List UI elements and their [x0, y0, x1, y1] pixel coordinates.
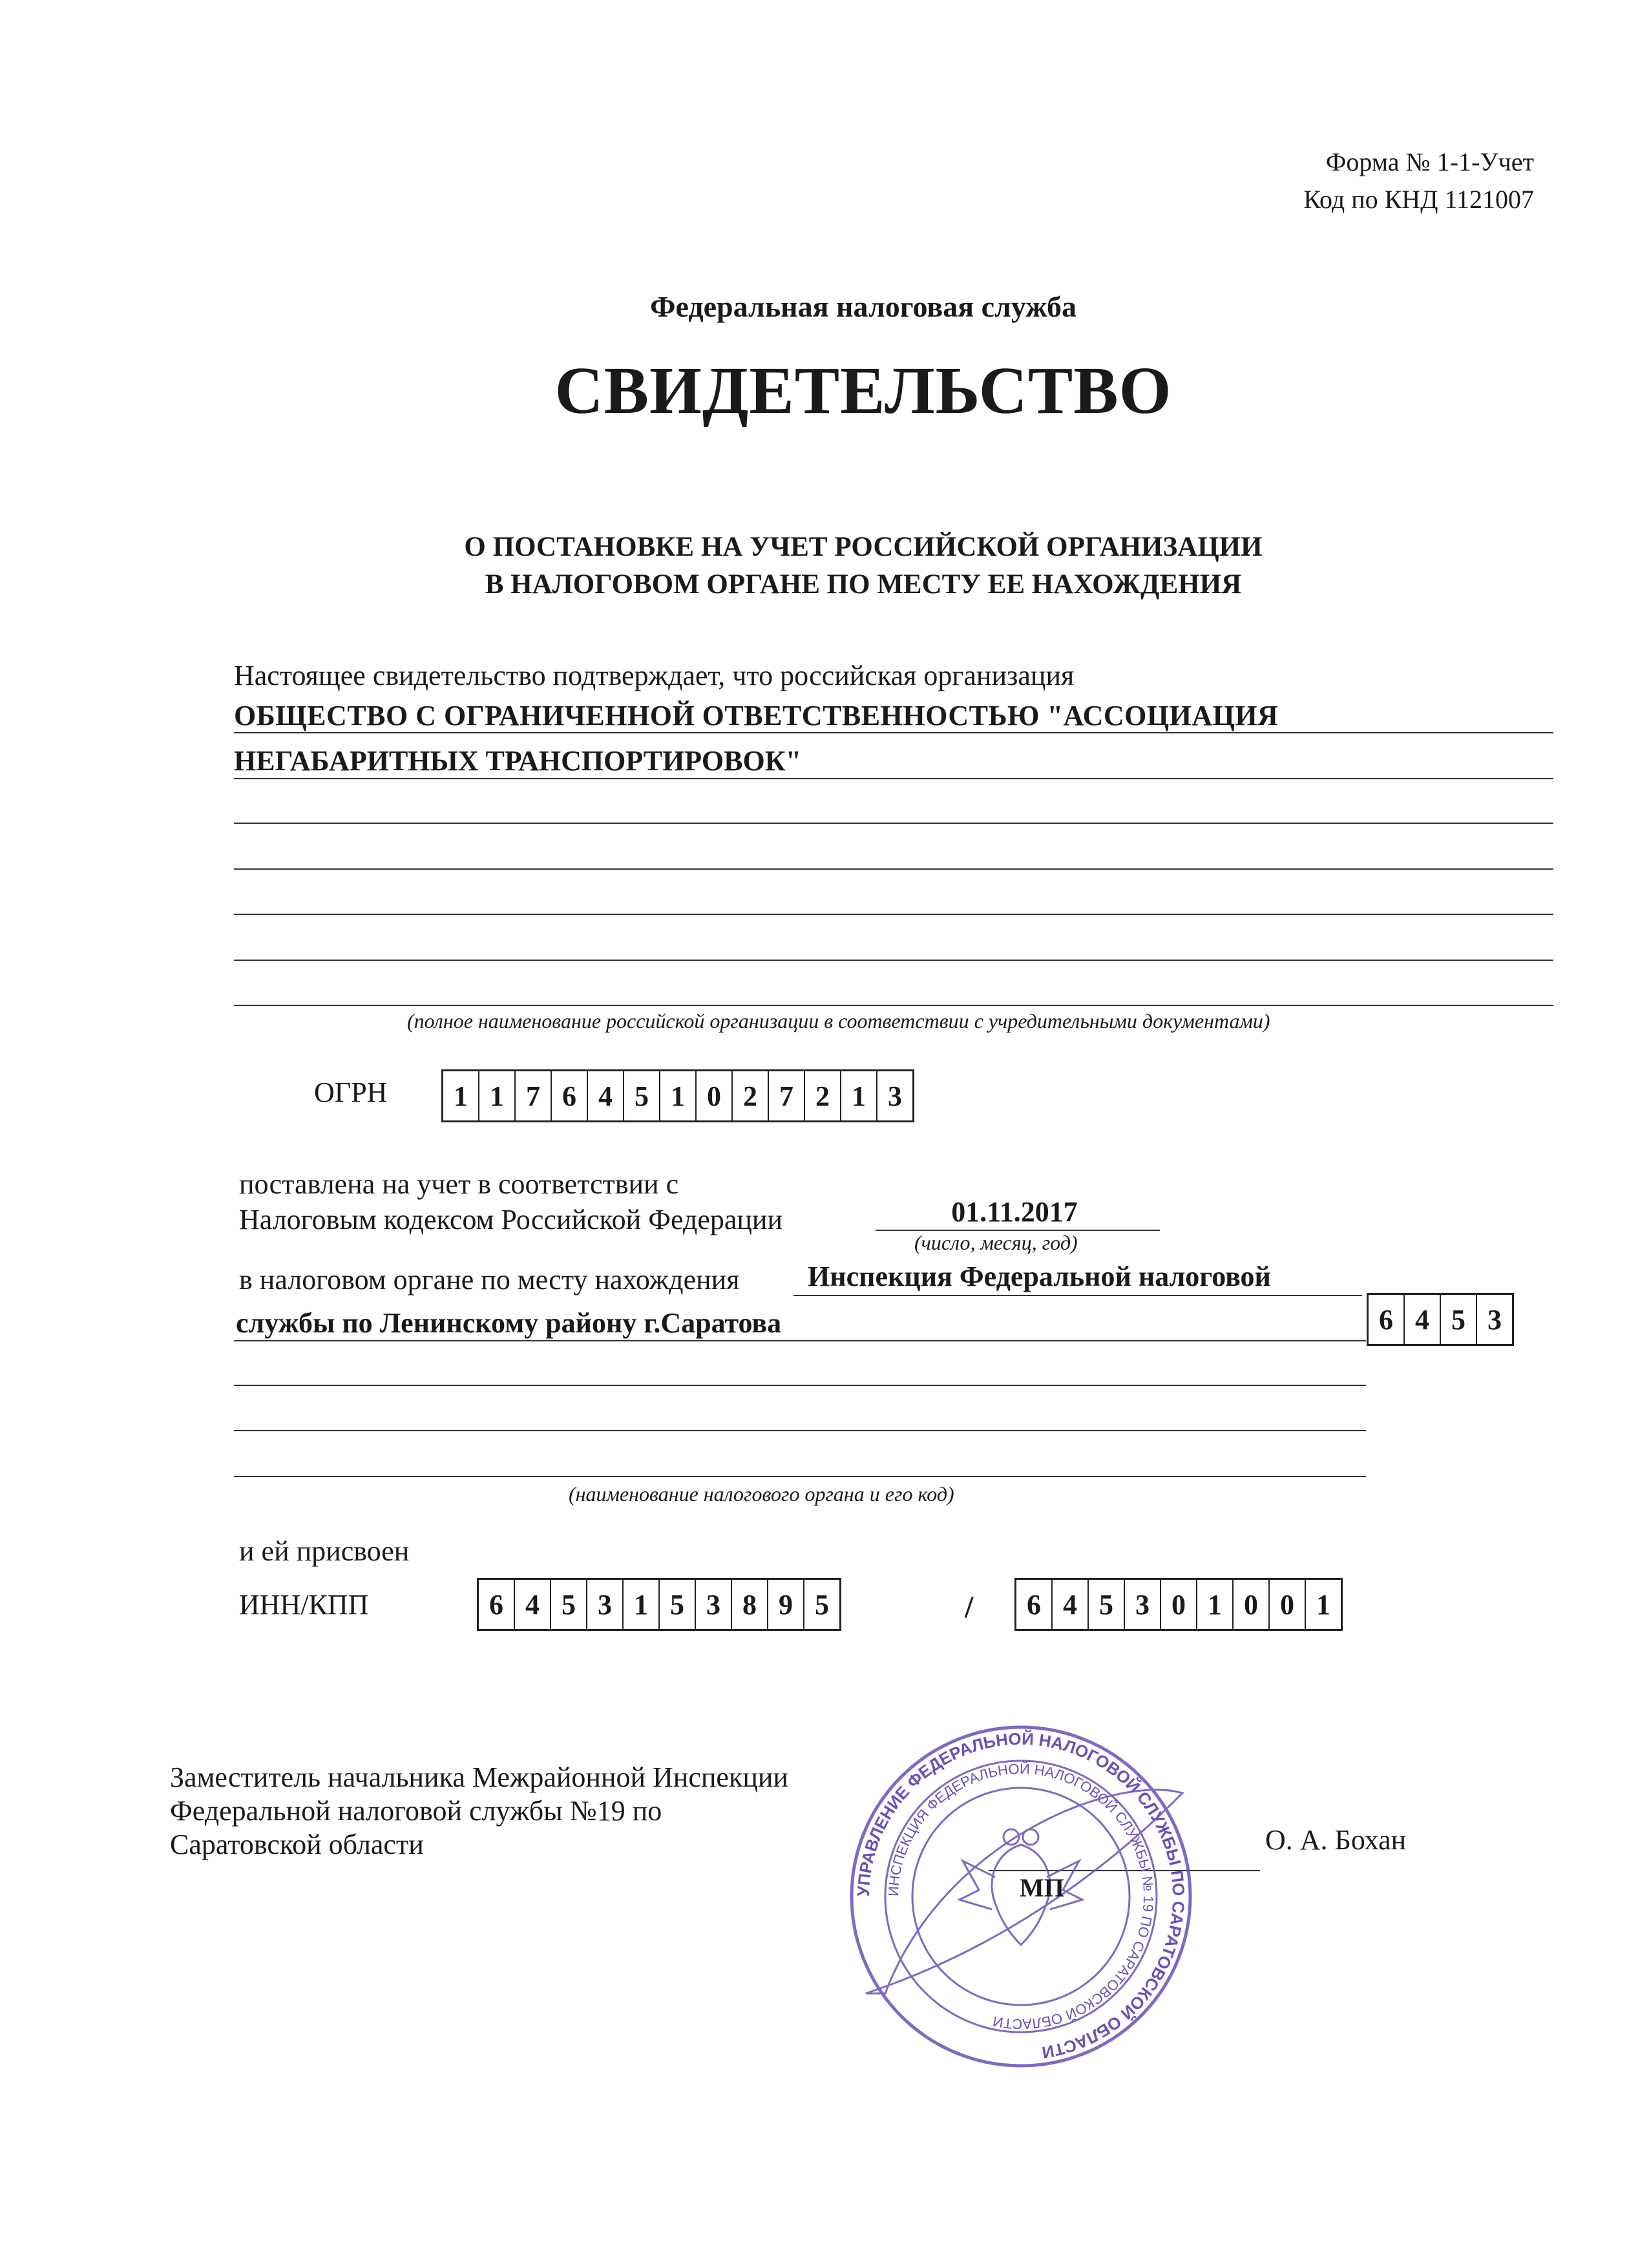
tax-authority-label: в налоговом органе по месту нахождения — [239, 1264, 740, 1296]
rule-line — [234, 1005, 1553, 1006]
rule-line — [234, 960, 1553, 961]
inn-digit: 6 — [479, 1580, 515, 1629]
kpp-digit: 1 — [1197, 1580, 1234, 1629]
inn-digit: 3 — [587, 1580, 624, 1629]
ogrn-digit: 1 — [660, 1071, 697, 1120]
registration-line-2: Налоговым кодексом Российской Федерации — [239, 1204, 783, 1235]
tax-authority-caption: (наименование налогового органа и его код) — [569, 1482, 954, 1506]
ogrn-digit: 1 — [479, 1071, 516, 1120]
kpp-digit: 1 — [1316, 1588, 1330, 1621]
ogrn-digit: 4 — [588, 1071, 624, 1120]
kpp-digit: 3 — [1125, 1580, 1161, 1629]
intro-text: Настоящее свидетельство подтверждает, что российская организация — [234, 660, 1075, 691]
registration-line-1: поставлена на учет в соответствии с — [239, 1168, 679, 1200]
form-meta — [1303, 143, 1534, 218]
rule-line — [234, 1385, 1366, 1386]
org-name-line-1: ОБЩЕСТВО С ОГРАНИЧЕННОЙ ОТВЕТСТВЕННОСТЬЮ "АССОЦИАЦИЯ — [234, 700, 1279, 731]
ogrn-digit: 7 — [516, 1071, 552, 1120]
subtitle-line-2: В НАЛОГОВОМ ОРГАНЕ ПО МЕСТУ ЕЕ НАХОЖДЕНИЯ — [485, 569, 1242, 600]
stamp-outer-text: УПРАВЛЕНИЕ ФЕДЕРАЛЬНОЙ НАЛОГОВОЙ СЛУЖБЫ ПО САРАТОВСКОЙ ОБЛАСТИ — [853, 1728, 1189, 2063]
rule-line — [793, 1295, 1362, 1296]
inn-digit: 1 — [624, 1580, 660, 1629]
rule-line — [234, 914, 1553, 915]
rule-line — [234, 823, 1553, 824]
inn-kpp-label: ИНН/КПП — [239, 1589, 369, 1621]
ogrn-digit: 2 — [733, 1071, 769, 1120]
position-line-1: Заместитель начальника Межрайонной Инспекции — [170, 1761, 788, 1793]
inn-digit: 5 — [551, 1580, 587, 1629]
authority-code-digit: 3 — [1487, 1303, 1502, 1336]
authority-code-digit: 4 — [1405, 1295, 1441, 1344]
seal-mark: МП — [1020, 1873, 1064, 1902]
ogrn-digit: 2 — [805, 1071, 841, 1120]
signatory-name: О. А. Бохан — [1265, 1824, 1407, 1856]
kpp-digit: 0 — [1234, 1580, 1270, 1629]
knd-code: Код по КНД 1121007 — [1303, 185, 1534, 214]
ogrn-digit: 5 — [624, 1071, 660, 1120]
ogrn-digit: 0 — [697, 1071, 733, 1120]
inn-digit: 3 — [696, 1580, 732, 1629]
position-line-3: Саратовской области — [170, 1829, 424, 1860]
position-line-2: Федеральной налоговой службы №19 по — [170, 1795, 662, 1827]
inn-digit: 5 — [815, 1588, 829, 1621]
authority-code-cells — [1367, 1293, 1514, 1346]
stamp-inner-text: ИНСПЕКЦИЯ ФЕДЕРАЛЬНОЙ НАЛОГОВОЙ СЛУЖБЫ № 19 ПО САРАТОВСКОЙ ОБЛАСТИ — [885, 1760, 1157, 2033]
ogrn-digit: 7 — [769, 1071, 805, 1120]
rule-line — [234, 868, 1553, 870]
ogrn-digit: 1 — [443, 1071, 479, 1120]
registration-date: 01.11.2017 — [951, 1196, 1078, 1228]
tax-authority-name-1: Инспекция Федеральной налоговой — [808, 1261, 1271, 1292]
date-caption: (число, месяц, год) — [914, 1231, 1078, 1254]
document-title: СВИДЕТЕЛЬСТВО — [554, 353, 1172, 428]
inn-kpp-separator: / — [965, 1590, 974, 1624]
org-name-line-2: НЕГАБАРИТНЫХ ТРАНСПОРТИРОВОК" — [234, 745, 802, 777]
kpp-digit: 4 — [1053, 1580, 1089, 1629]
document-subtitle — [0, 529, 1649, 604]
rule-line — [234, 1340, 1366, 1341]
form-number: Форма № 1-1-Учет — [1325, 147, 1534, 176]
kpp-digit: 0 — [1161, 1580, 1197, 1629]
inn-digit: 9 — [768, 1580, 804, 1629]
rule-line — [234, 1476, 1366, 1477]
kpp-digit: 0 — [1270, 1580, 1306, 1629]
inn-digit: 4 — [515, 1580, 551, 1629]
inn-digit: 5 — [660, 1580, 696, 1629]
kpp-digit: 6 — [1016, 1580, 1053, 1629]
rule-line — [234, 1430, 1366, 1431]
signatory-position — [170, 1761, 788, 1862]
authority-code-digit: 5 — [1441, 1295, 1477, 1344]
kpp-digit: 5 — [1089, 1580, 1125, 1629]
org-name-caption: (полное наименование российской организации в соответствии с учредительными документами) — [407, 1009, 1270, 1033]
ogrn-label: ОГРН — [314, 1076, 388, 1108]
rule-line — [234, 778, 1553, 779]
authority-code-digit: 6 — [1369, 1295, 1405, 1344]
tax-authority-name-2: службы по Ленинскому району г.Саратова — [236, 1307, 782, 1339]
subtitle-line-1: О ПОСТАНОВКЕ НА УЧЕТ РОССИЙСКОЙ ОРГАНИЗАЦИИ — [464, 532, 1263, 562]
ogrn-cells — [441, 1069, 914, 1122]
kpp-cells — [1014, 1578, 1343, 1631]
agency-name: Федеральная налоговая служба — [650, 290, 1077, 323]
inn-digit: 8 — [732, 1580, 768, 1629]
ogrn-digit: 3 — [888, 1080, 902, 1112]
assigned-label: и ей присвоен — [239, 1535, 410, 1567]
ogrn-digit: 6 — [552, 1071, 588, 1120]
inn-cells — [477, 1578, 841, 1631]
ogrn-digit: 1 — [841, 1071, 877, 1120]
rule-line — [234, 732, 1553, 733]
